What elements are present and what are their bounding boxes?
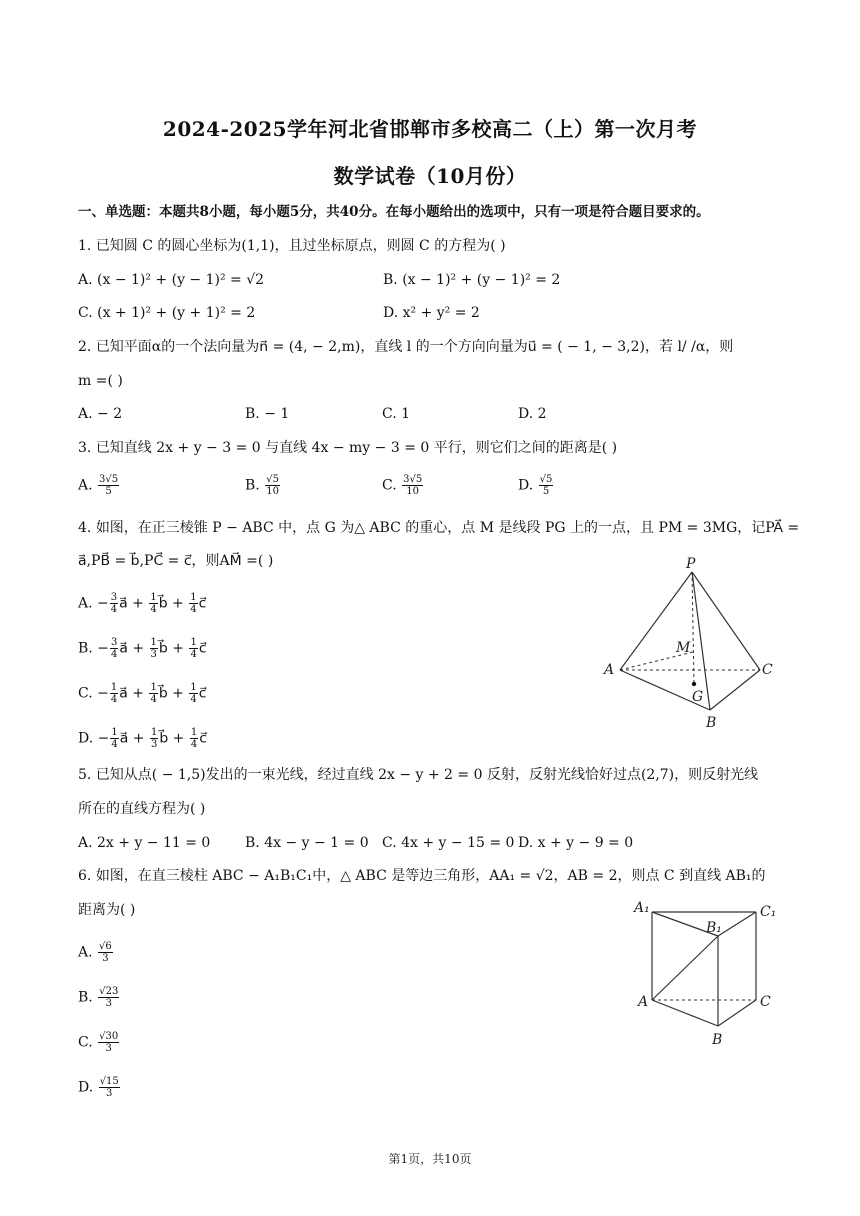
- fraction: [149, 592, 157, 615]
- denominator: 10: [266, 486, 279, 497]
- numerator: 1: [111, 727, 118, 738]
- denominator: 5: [542, 486, 550, 497]
- question-stem: 已知圆 C 的圆心坐标为(1,1)，且过坐标原点，则圆 C 的方程为( ): [95, 238, 506, 254]
- sign: −: [97, 685, 109, 702]
- denominator: 10: [406, 486, 420, 497]
- numerator: 1: [190, 727, 198, 738]
- fraction: [150, 727, 158, 750]
- q2-option-b: B. − 1: [245, 406, 290, 422]
- question-stem: 已知从点( − 1,5)发出的一束光线，经过直线 2x − y + 2 = 0 反射，反射光线恰好过点(2,7)，则反射光线: [95, 767, 759, 783]
- numerator: √23: [99, 986, 119, 997]
- label-p: P: [686, 556, 696, 572]
- term: c⃗: [198, 595, 207, 612]
- label-a: A: [604, 662, 615, 678]
- denominator: 4: [190, 604, 197, 615]
- numerator: 1: [150, 682, 157, 693]
- fraction: [150, 637, 158, 660]
- label-c: C: [760, 994, 771, 1010]
- numerator: 3√5: [403, 474, 423, 485]
- question-3-text: [78, 439, 617, 457]
- denominator: 4: [190, 649, 197, 660]
- option-label: A.: [78, 595, 98, 612]
- question-4-text-line1: [78, 519, 799, 537]
- term: b⃗ +: [158, 685, 189, 702]
- question-5-text-line1: [78, 766, 758, 784]
- denominator: 4: [110, 694, 118, 705]
- fraction: [110, 637, 118, 660]
- q1-option-c: C. (x + 1)² + (y + 1)² = 2: [78, 305, 256, 321]
- pyramid-figure: [596, 552, 786, 732]
- denominator: 3: [105, 998, 112, 1009]
- numerator: √15: [99, 1076, 119, 1087]
- q3-option-a: [78, 474, 120, 497]
- denominator: 4: [111, 739, 118, 750]
- exam-title-line1: 2024-2025学年河北省邯郸市多校高二（上）第一次月考: [162, 117, 698, 141]
- label-b: B: [706, 715, 717, 731]
- option-label: C.: [382, 477, 397, 494]
- term: c⃗: [198, 685, 207, 702]
- term: a⃗ +: [119, 595, 149, 612]
- fraction: [190, 727, 198, 750]
- option-label: D.: [78, 1079, 94, 1096]
- question-stem: 已知直线 2x + y − 3 = 0 与直线 4x − my − 3 = 0 平行，则它们之间的距离是( ): [95, 440, 618, 456]
- question-6-text-line1: [78, 867, 766, 885]
- denominator: 3: [102, 953, 109, 964]
- option-label: B.: [245, 477, 260, 494]
- q3-option-b: [245, 474, 281, 497]
- sign: −: [97, 595, 109, 612]
- q4-option-c: [78, 682, 206, 705]
- label-c1: C₁: [760, 904, 777, 920]
- numerator: 1: [150, 727, 158, 738]
- option-label: D.: [518, 477, 534, 494]
- question-2-text-line2: m =( ): [78, 373, 123, 389]
- label-m: M: [676, 640, 691, 656]
- q6-option-c: [78, 1031, 120, 1054]
- q2-option-a: A. − 2: [78, 406, 123, 422]
- question-4-text-line2: a⃗,PB⃗ = b⃗,PC⃗ = c⃗，则AM⃗ =( ): [78, 553, 274, 569]
- fraction: [98, 474, 119, 497]
- fraction: [110, 682, 118, 705]
- fraction: [149, 682, 157, 705]
- option-label: D.: [78, 730, 98, 747]
- option-label: C.: [78, 1034, 93, 1051]
- numerator: √30: [99, 1031, 119, 1042]
- denominator: 5: [105, 486, 112, 497]
- denominator: 4: [110, 604, 118, 615]
- term: b⃗ +: [158, 595, 189, 612]
- fraction: [99, 1076, 120, 1099]
- term: a⃗ +: [119, 640, 149, 657]
- term: a⃗ +: [119, 685, 149, 702]
- question-stem: 如图，在直三棱柱 ABC − A₁B₁C₁中，△ ABC 是等边三角形，AA₁ = √2，AB = 2，则点 C 到直线 AB₁的: [95, 868, 766, 884]
- fraction: [98, 941, 113, 964]
- fraction: [98, 1031, 119, 1054]
- q1-option-b: B. (x − 1)² + (y − 1)² = 2: [383, 272, 561, 288]
- denominator: 3: [150, 649, 157, 660]
- fraction: [265, 474, 280, 497]
- term: b⃗ +: [158, 640, 189, 657]
- q1-option-a: A. (x − 1)² + (y − 1)² = √2: [78, 272, 265, 288]
- option-label: C.: [78, 685, 98, 702]
- question-stem: 如图，在正三棱锥 P − ABC 中，点 G 为△ ABC 的重心，点 M 是线段 PG 上的一点，且 PM = 3MG，记PA⃗ =: [95, 520, 800, 536]
- option-label: A.: [78, 944, 93, 961]
- prism-diagram: [630, 892, 790, 1052]
- numerator: 3√5: [99, 474, 119, 485]
- point-g: [692, 682, 696, 686]
- question-number: 5.: [78, 767, 92, 783]
- denominator: 4: [190, 739, 198, 750]
- label-g: G: [692, 689, 704, 705]
- label-a1: A₁: [634, 900, 650, 916]
- section-heading: 一、单选题：本题共8小题，每小题5分，共40分。在每小题给出的选项中，只有一项是符合题目要求的。: [78, 204, 710, 220]
- numerator: 1: [150, 637, 157, 648]
- question-number: 2.: [78, 339, 92, 355]
- question-2-text-line1: [78, 338, 733, 356]
- fraction: [402, 474, 423, 497]
- fraction: [110, 592, 118, 615]
- label-b1: B₁: [706, 920, 722, 936]
- edge-pc: [692, 572, 760, 670]
- edge-bc: [718, 1000, 756, 1026]
- q6-option-a: [78, 941, 114, 964]
- question-number: 1.: [78, 238, 92, 254]
- option-label: A.: [78, 477, 93, 494]
- edge-b1c1: [718, 912, 756, 936]
- numerator: 3: [110, 637, 118, 648]
- page-footer: 第1页，共10页: [388, 1152, 472, 1166]
- q4-option-a: [78, 592, 206, 615]
- q1-option-d: D. x² + y² = 2: [383, 305, 480, 321]
- question-6-text-line2: 距离为( ): [78, 902, 136, 918]
- edge-bc: [710, 670, 760, 710]
- fraction: [189, 682, 197, 705]
- label-a: A: [638, 994, 649, 1010]
- option-label: B.: [78, 989, 93, 1006]
- label-b: B: [712, 1032, 723, 1048]
- term: c⃗: [199, 730, 207, 747]
- q2-option-d: D. 2: [518, 406, 547, 422]
- question-number: 6.: [78, 868, 92, 884]
- numerator: √6: [99, 941, 112, 952]
- segment-ab1: [652, 936, 718, 1000]
- q5-option-c: C. 4x + y − 15 = 0: [382, 835, 515, 851]
- q4-option-d: [78, 727, 207, 750]
- q6-option-b: [78, 986, 120, 1009]
- question-5-text-line2: 所在的直线方程为( ): [78, 801, 206, 817]
- pyramid-diagram: [596, 552, 786, 732]
- fraction: [98, 986, 119, 1009]
- option-label: B.: [78, 640, 98, 657]
- q5-option-b: B. 4x − y − 1 = 0: [245, 835, 369, 851]
- q5-option-d: D. x + y − 9 = 0: [518, 835, 634, 851]
- fraction: [539, 474, 554, 497]
- numerator: 1: [110, 682, 118, 693]
- question-1-text: [78, 237, 506, 255]
- q2-option-c: C. 1: [382, 406, 411, 422]
- sign: −: [97, 730, 110, 747]
- numerator: 1: [190, 592, 197, 603]
- denominator: 4: [150, 694, 157, 705]
- denominator: 4: [190, 694, 197, 705]
- term: b⃗ +: [159, 730, 189, 747]
- q6-option-d: [78, 1076, 121, 1099]
- fraction: [189, 592, 197, 615]
- numerator: √5: [266, 474, 279, 485]
- q3-option-c: [382, 474, 424, 497]
- denominator: 4: [150, 604, 157, 615]
- numerator: 1: [150, 592, 157, 603]
- denominator: 3: [105, 1043, 112, 1054]
- question-number: 3.: [78, 440, 92, 456]
- label-c: C: [762, 662, 773, 678]
- q4-option-b: [78, 637, 207, 660]
- numerator: 1: [190, 682, 197, 693]
- edge-ab: [652, 1000, 718, 1026]
- exam-title-line2: 数学试卷（10月份）: [333, 164, 527, 188]
- q3-option-d: [518, 474, 554, 497]
- denominator: 4: [110, 649, 118, 660]
- denominator: 3: [106, 1088, 113, 1099]
- sign: −: [97, 640, 109, 657]
- denominator: 3: [150, 739, 158, 750]
- numerator: 3: [110, 592, 118, 603]
- q5-option-a: A. 2x + y − 11 = 0: [78, 835, 211, 851]
- question-number: 4.: [78, 520, 92, 536]
- question-stem: 已知平面α的一个法向量为n⃗ = (4, − 2,m)，直线 l 的一个方向向量为u⃗ = ( − 1, − 3,2)，若 l/ /α，则: [95, 339, 734, 355]
- term: c⃗: [198, 640, 207, 657]
- prism-figure: [630, 892, 790, 1052]
- term: a⃗ +: [119, 730, 149, 747]
- fraction: [189, 637, 197, 660]
- numerator: 1: [190, 637, 197, 648]
- fraction: [110, 727, 118, 750]
- numerator: √5: [539, 474, 553, 485]
